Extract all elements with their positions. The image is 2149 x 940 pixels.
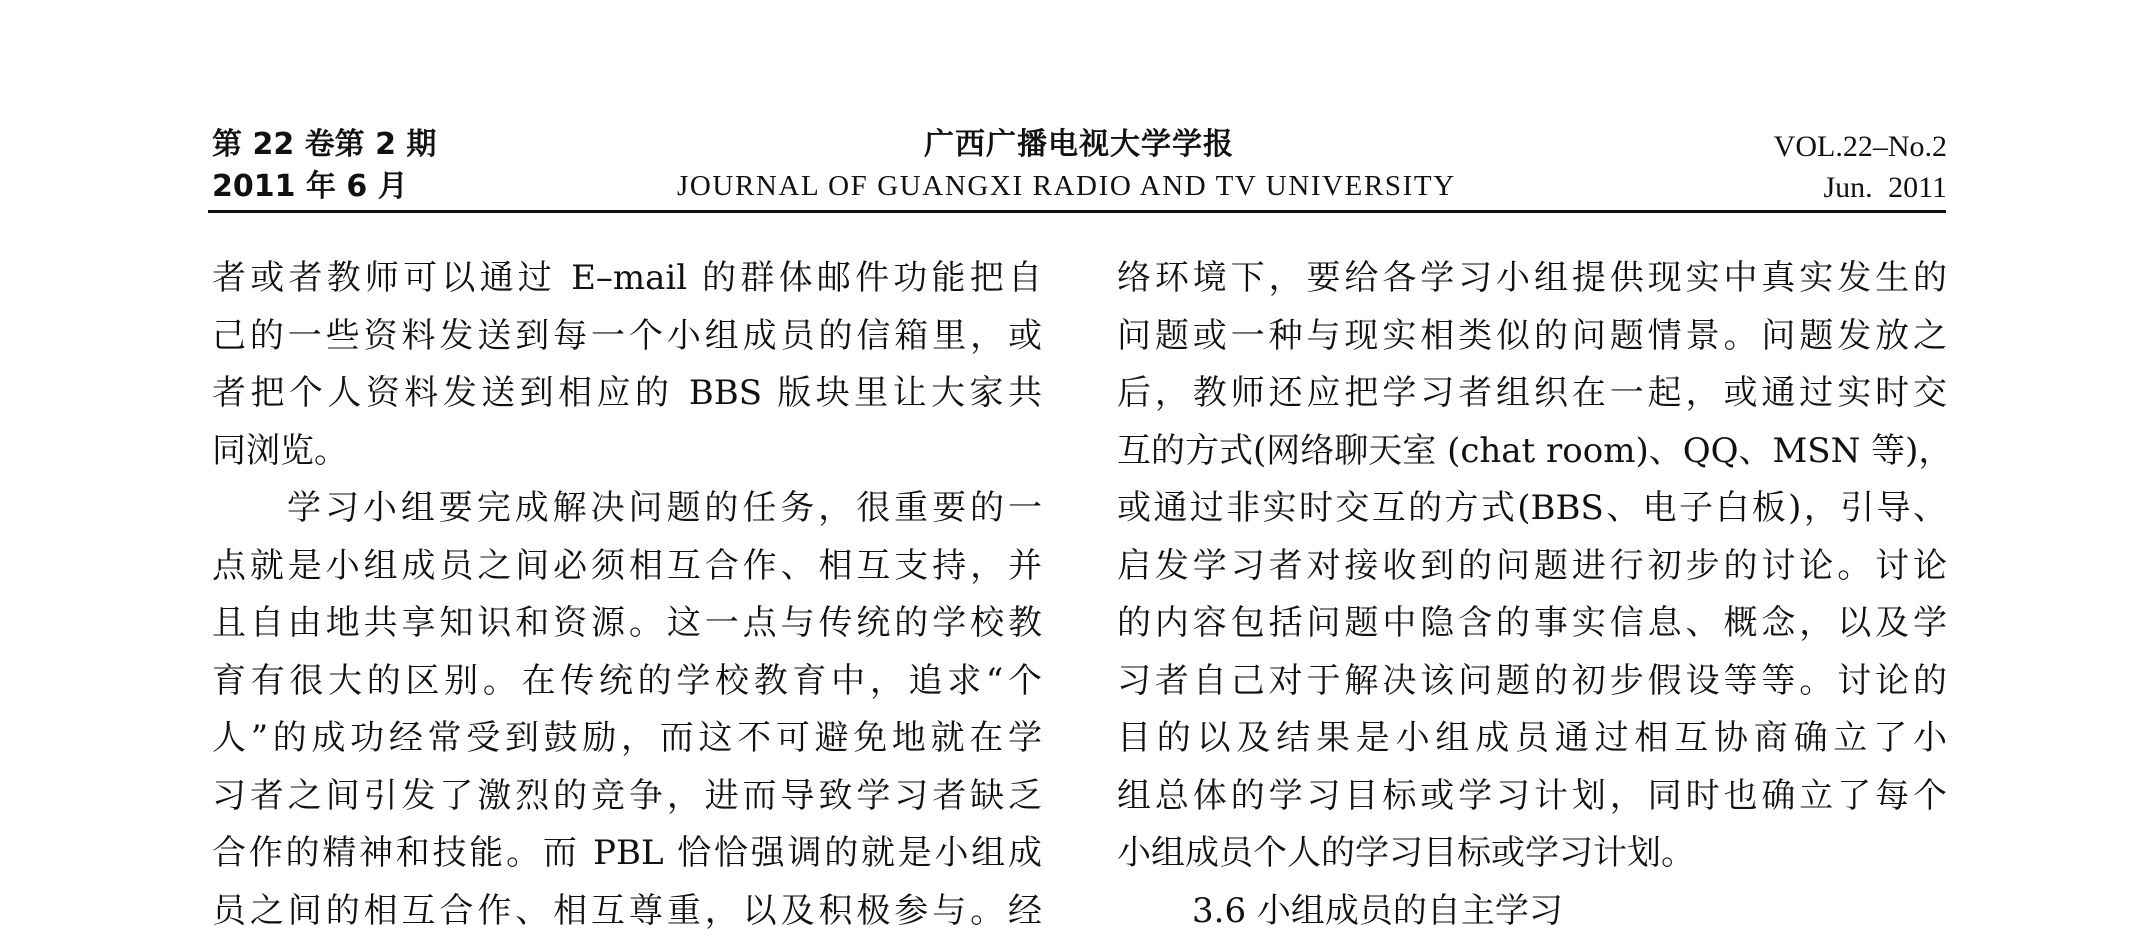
body-line: 者把个人资料发送到相应的 BBS 版块里让大家共	[212, 365, 1042, 423]
body-line: 互的方式(网络聊天室 (chat room)、QQ、MSN 等)，	[1117, 423, 1947, 481]
body-line: 者或者教师可以通过 E–mail 的群体邮件功能把自	[212, 250, 1042, 308]
body-line: 启发学习者对接收到的问题进行初步的讨论。讨论	[1117, 538, 1947, 596]
header-rule	[208, 210, 1946, 213]
body-line: 且自由地共享知识和资源。这一点与传统的学校教	[212, 595, 1042, 653]
volume-issue-en: VOL.22–No.2	[1774, 132, 1947, 162]
body-line: 育有很大的区别。在传统的学校教育中，追求“个	[212, 653, 1042, 711]
body-line: 络环境下，要给各学习小组提供现实中真实发生的	[1117, 250, 1947, 308]
body-line: 合作的精神和技能。而 PBL 恰恰强调的就是小组成	[212, 825, 1042, 883]
body-line: 组总体的学习目标或学习计划，同时也确立了每个	[1117, 768, 1947, 826]
paragraph-first-line: 学习小组要完成解决问题的任务，很重要的一	[212, 480, 1042, 538]
body-line: 员之间的相互合作、相互尊重，以及积极参与。经	[212, 883, 1042, 940]
volume-issue-cn: 第 22 卷第 2 期	[212, 130, 436, 160]
body-line: 点就是小组成员之间必须相互合作、相互支持，并	[212, 538, 1042, 596]
body-line: 问题或一种与现实相类似的问题情景。问题发放之	[1117, 308, 1947, 366]
body-line: 后，教师还应把学习者组织在一起，或通过实时交	[1117, 365, 1947, 423]
body-line: 人”的成功经常受到鼓励，而这不可避免地就在学	[212, 710, 1042, 768]
journal-title-cn: 广西广播电视大学学报	[924, 130, 1234, 160]
body-line: 的内容包括问题中隐含的事实信息、概念，以及学	[1117, 595, 1947, 653]
body-line: 习者自己对于解决该问题的初步假设等等。讨论的	[1117, 653, 1947, 711]
section-heading: 3.6 小组成员的自主学习	[1117, 883, 1947, 940]
right-column	[1117, 250, 1947, 940]
body-line: 或通过非实时交互的方式(BBS、电子白板)，引导、	[1117, 480, 1947, 538]
journal-title-en: JOURNAL OF GUANGXI RADIO AND TV UNIVERSITY	[677, 172, 1456, 201]
body-line: 小组成员个人的学习目标或学习计划。	[1117, 825, 1947, 883]
issue-date-en: Jun. 2011	[1823, 173, 1947, 203]
issue-date-cn: 2011 年 6 月	[212, 172, 408, 202]
left-column	[212, 250, 1042, 940]
body-line: 同浏览。	[212, 423, 1042, 481]
body-line: 目的以及结果是小组成员通过相互协商确立了小	[1117, 710, 1947, 768]
body-line: 习者之间引发了激烈的竞争，进而导致学习者缺乏	[212, 768, 1042, 826]
body-line: 己的一些资料发送到每一个小组成员的信箱里，或	[212, 308, 1042, 366]
